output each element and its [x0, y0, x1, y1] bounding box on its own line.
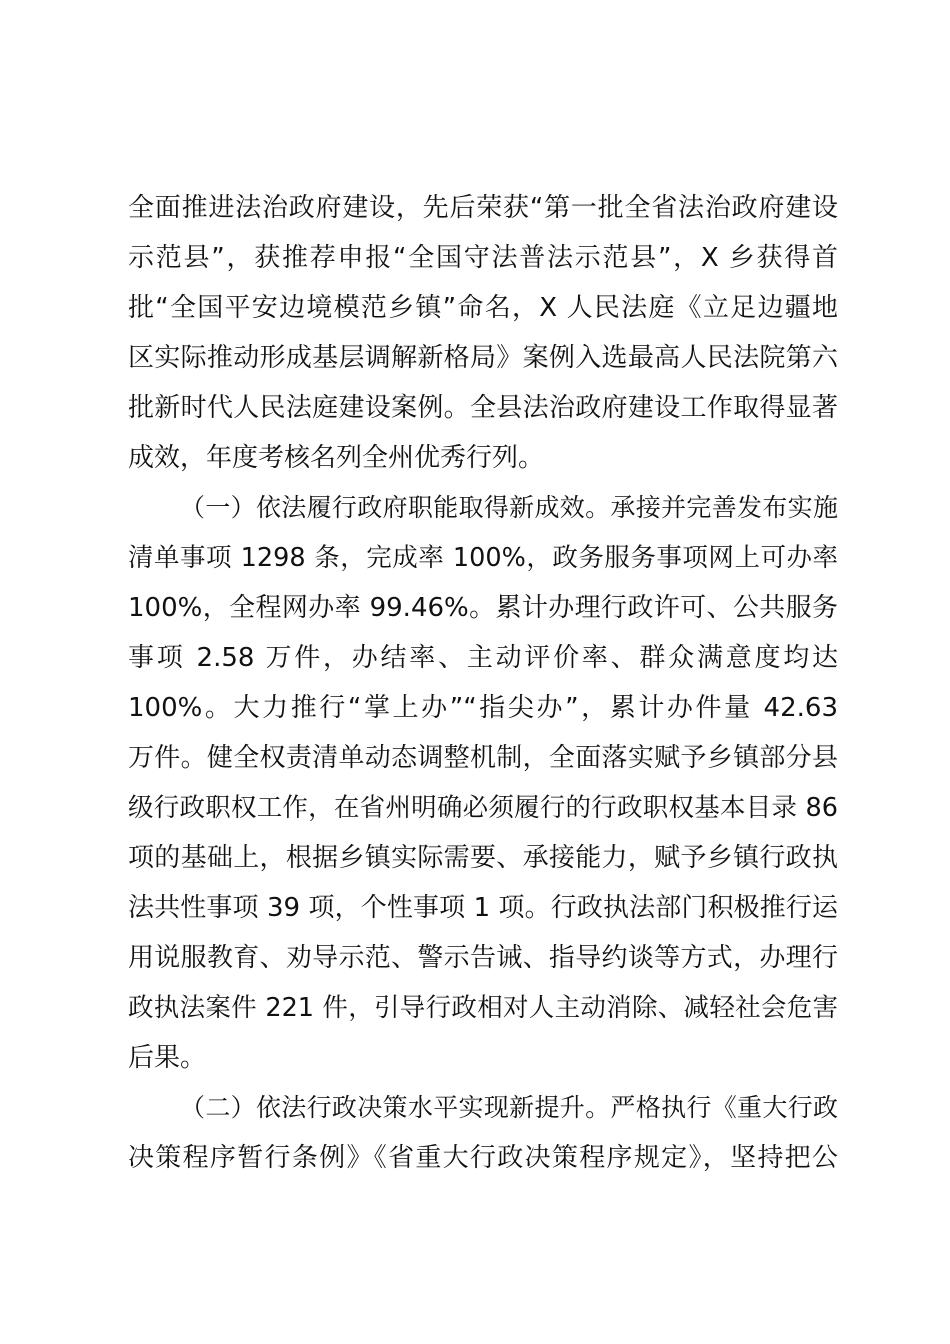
text-line: 成效，年度考核名列全州优秀行列。 [128, 443, 545, 473]
text-line: 万件。健全权责清单动态调整机制，全面落实赋予乡镇部分县 [128, 743, 838, 773]
section-heading-line: （一）依法履行政府职能取得新成效。承接并完善发布实施 [180, 493, 838, 522]
text-line: 法共性事项 39 项，个性事项 1 项。行政执法部门积极推行运 [128, 893, 838, 923]
text-line: 清单事项 1298 条，完成率 100%，政务服务事项网上可办率 [128, 543, 838, 573]
text-line: 示范县”，获推荐申报“全国守法普法示范县”，X 乡获得首 [128, 243, 838, 273]
paragraph-section-1 [128, 483, 838, 1083]
text-line: 级行政职权工作，在省州明确必须履行的行政职权基本目录 86 [128, 793, 838, 823]
text-line: 后果。 [128, 1043, 207, 1073]
paragraph-intro [128, 183, 838, 483]
text-line: 区实际推动形成基层调解新格局》案例入选最高人民法院第六 [128, 343, 838, 373]
text-line: 事项 2.58 万件，办结率、主动评价率、群众满意度均达 [128, 643, 838, 673]
text-line: 全面推进法治政府建设，先后荣获“第一批全省法治政府建设 [128, 193, 838, 223]
text-line: 用说服教育、劝导示范、警示告诫、指导约谈等方式，办理行 [128, 943, 838, 973]
paragraph-section-2 [128, 1083, 838, 1183]
text-line: 100%。大力推行“掌上办”“指尖办”，累计办件量 42.63 [128, 693, 838, 723]
text-line: 批新时代人民法庭建设案例。全县法治政府建设工作取得显著 [128, 393, 838, 423]
text-line: 批“全国平安边境模范乡镇”命名，X 人民法庭《立足边疆地 [128, 293, 838, 323]
document-body [128, 183, 838, 1183]
text-line: 政执法案件 221 件，引导行政相对人主动消除、减轻社会危害 [128, 993, 838, 1023]
text-line: 100%，全程网办率 99.46%。累计办理行政许可、公共服务 [128, 593, 838, 623]
section-heading-line: （二）依法行政决策水平实现新提升。严格执行《重大行政 [180, 1093, 838, 1122]
text-line: 决策程序暂行条例》《省重大行政决策程序规定》，坚持把公 [128, 1143, 838, 1173]
text-line: 项的基础上，根据乡镇实际需要、承接能力，赋予乡镇行政执 [128, 843, 838, 873]
